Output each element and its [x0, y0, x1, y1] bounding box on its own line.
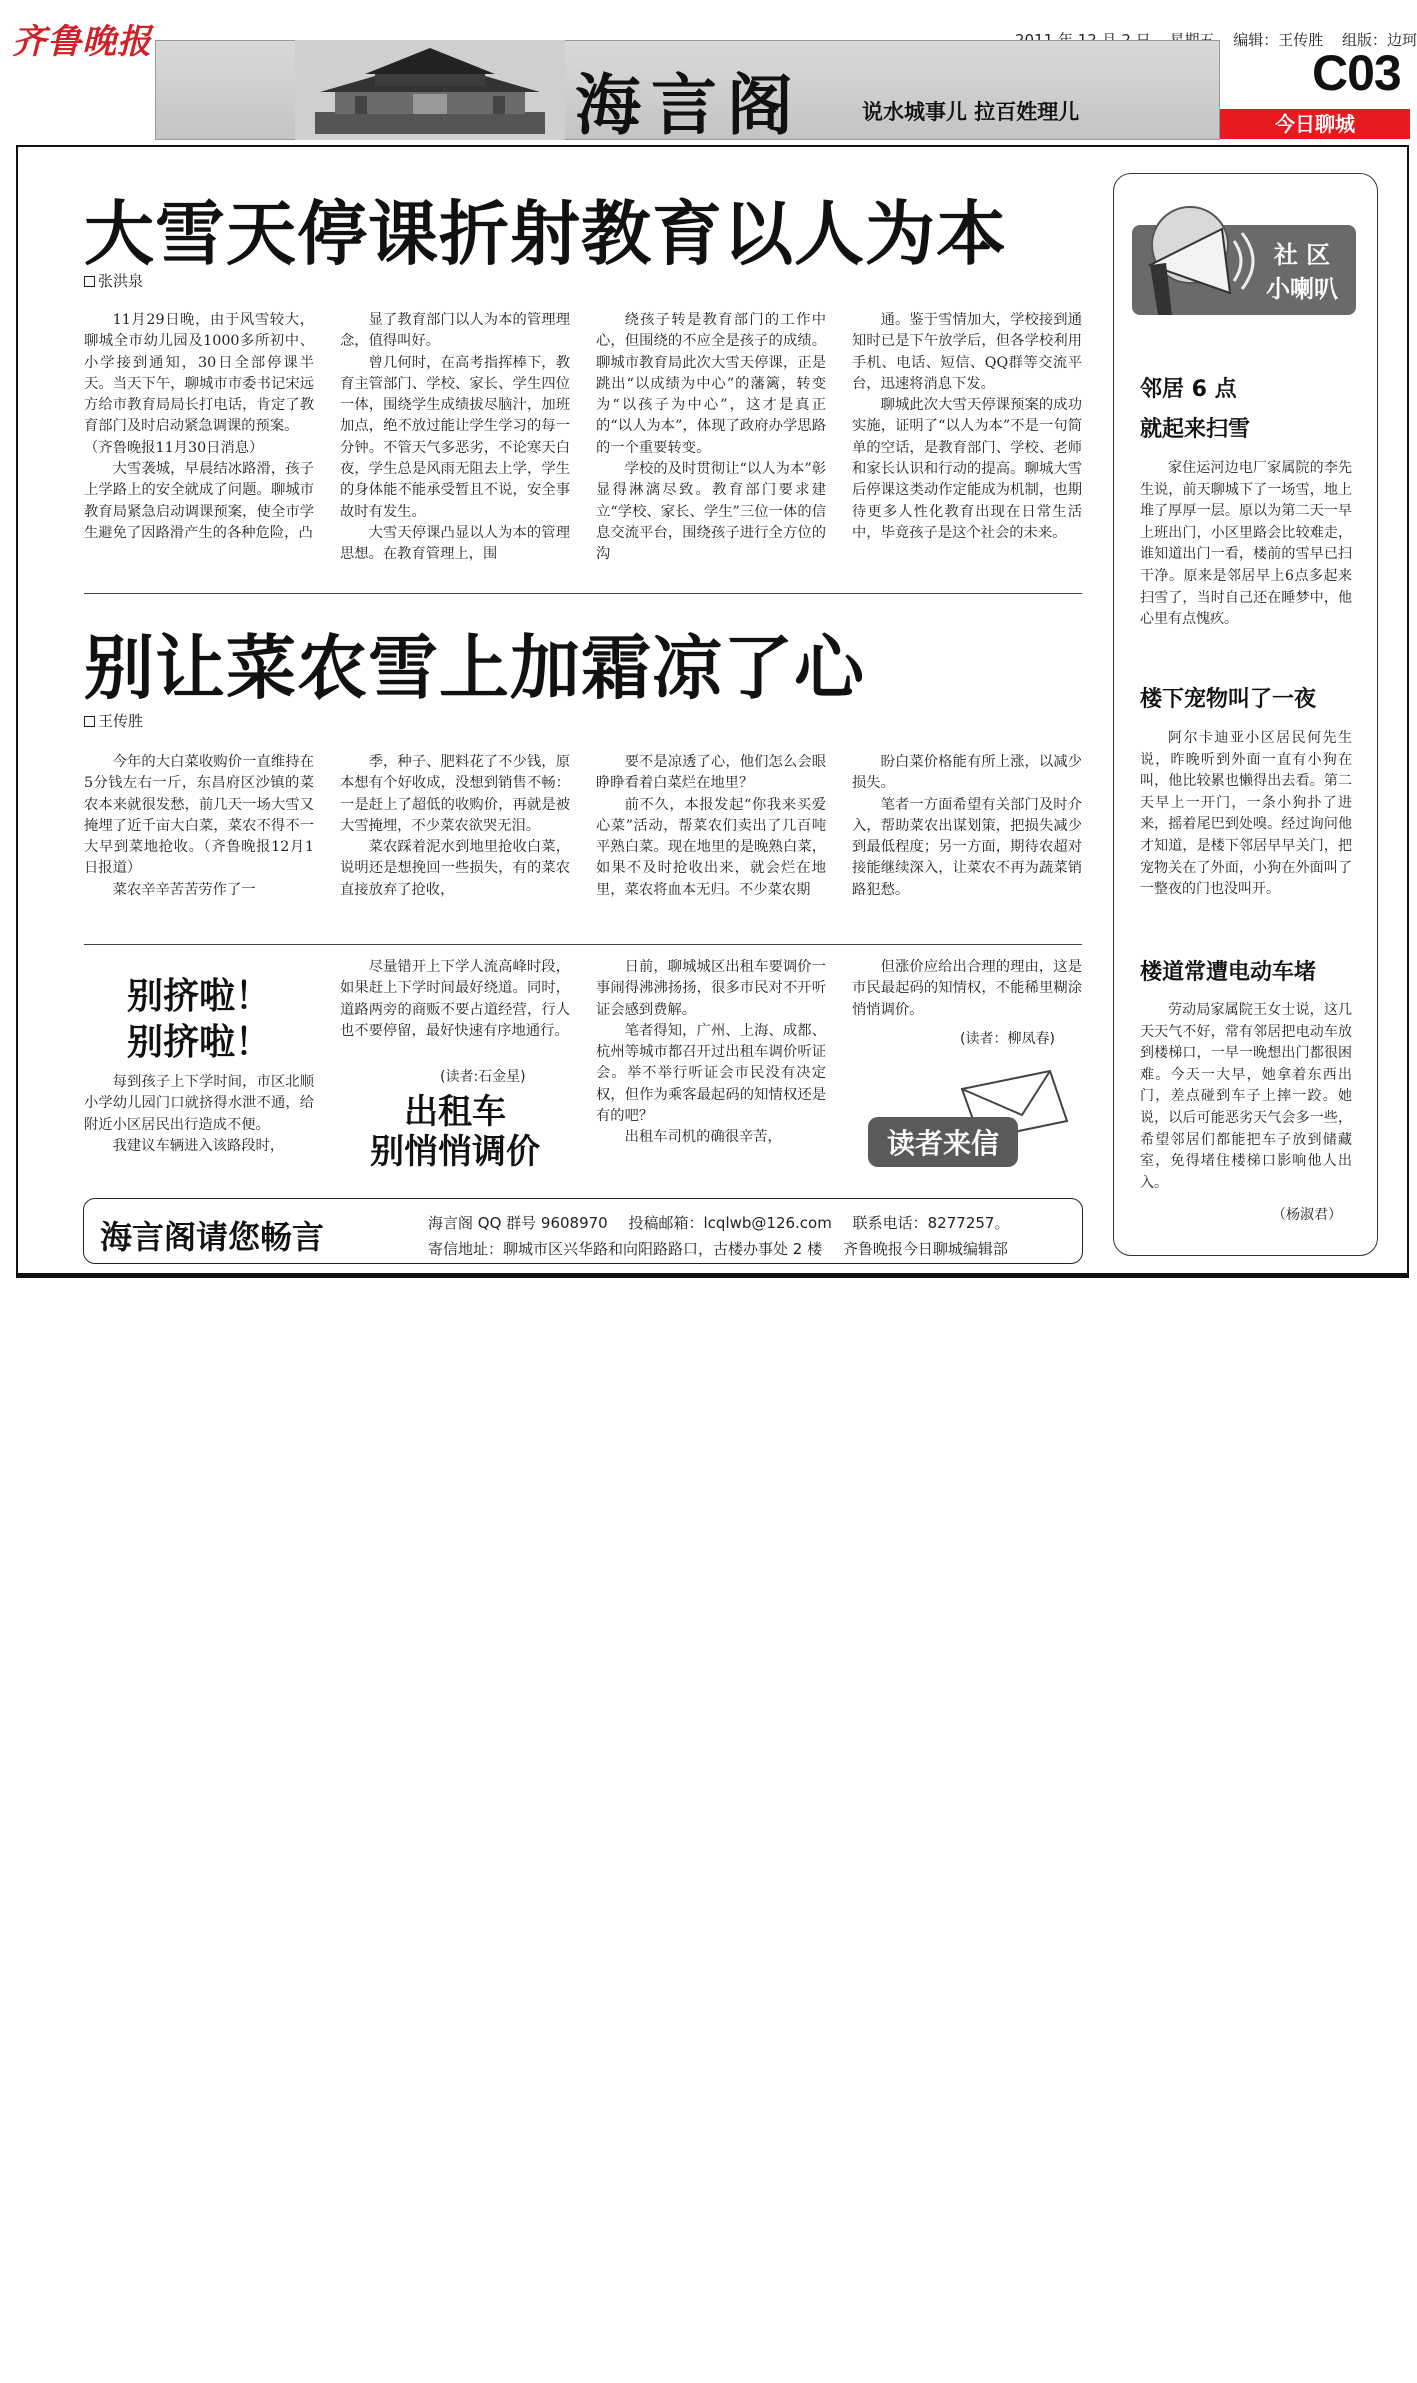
- paragraph: 前不久，本报发起“你我来买爱心菜”活动，帮菜农们卖出了几百吨平熟白菜。现在地里的是晚熟白菜，如果不及时抢收出来，就会烂在地里，菜农将血本无归。不少菜农期: [596, 796, 826, 898]
- paragraph: 我建议车辆进入该路段时，: [112, 1137, 285, 1154]
- article2-column-4: [852, 752, 1082, 930]
- layout-credit: 组版：边珂: [1342, 31, 1417, 49]
- article1-column-2: [340, 310, 570, 580]
- article1-byline: [84, 270, 143, 291]
- article2-column-2: [340, 752, 570, 930]
- sidebar-item-1-title-line1: 邻居 6 点: [1140, 377, 1237, 402]
- article1-column-1: [84, 310, 314, 580]
- paragraph: 大雪袭城，早晨结冰路滑，孩子上学路上的安全就成了问题。聊城市教育局紧急启动调课预案，使全市学生避免了因路滑产生的各种危险，凸: [84, 461, 314, 541]
- article2-column-3: [596, 752, 826, 930]
- article-divider: [84, 593, 1082, 594]
- article1-headline: 大雪天停课折射教育以人为本: [84, 193, 1007, 275]
- article1-author: 张洪泉: [98, 272, 144, 290]
- paragraph: 大雪天停课凸显以人为本的管理思想。在教育管理上，围: [340, 524, 570, 563]
- paragraph: 尽量错开上下学人流高峰时段，如果赶上下学时间最好绕道。同时，道路两旁的商贩不要占道经营，行人也不要停留，最好快速有序地通行。: [340, 959, 570, 1039]
- contact-line-2: [428, 1238, 1024, 1259]
- sidebar-item-3-body: 劳动局家属院王女士说，这几天天气不好，常有邻居把电动车放到楼梯口，一早一晚想出门都很困难。今天一大早，她拿着东西出门，差点碰到车子上摔一跤。她说，以后可能恶劣天气会多一些，希望邻居们都能把车子放到储藏室，免得堵住楼梯口影响他人出入。: [1140, 1002, 1352, 1191]
- letter1-column-1: [84, 1072, 314, 1180]
- letter2-signature: (读者：柳凤春): [960, 1031, 1055, 1047]
- editorial-office: 齐鲁晚报今日聊城编辑部: [842, 1240, 1008, 1258]
- paragraph: 学校的及时贯彻让“以人为本”彰显得淋漓尽致。教育部门要求建立“学校、家长、学生”三位一体的信息交流平台，围绕孩子进行全方位的沟: [596, 461, 826, 563]
- paragraph: 季，种子、肥料花了不少钱，原本想有个好收成，没想到销售不畅：一是赶上了超低的收购价，再就是被大雪掩埋，不少菜农欲哭无泪。: [340, 754, 570, 834]
- letter2-title-line1: 出租车: [404, 1092, 506, 1132]
- letter2-title-line2: 别悄悄调价: [370, 1132, 540, 1172]
- letter1-title-line2: 别挤啦！: [126, 1022, 271, 1063]
- contact-phone: 联系电话：8277257。: [852, 1214, 1010, 1232]
- letter2-column-1: [596, 957, 826, 1173]
- letter1-signature: (读者:石金星): [440, 1069, 526, 1085]
- article1-column-4: [852, 310, 1082, 580]
- column-name: 海言阁: [575, 66, 803, 144]
- paragraph: 通。鉴于雪情加大，学校接到通知时已是下午放学后，但各学校利用手机、电话、短信、QQ群等交流平台，迅速将消息下发。: [852, 312, 1082, 392]
- paragraph: 菜农辛辛苦苦劳作了一: [112, 881, 256, 898]
- article2-author: 王传胜: [98, 712, 144, 730]
- paragraph: 出租车司机的确很辛苦，: [624, 1129, 782, 1146]
- sidebar-item-2-title: 楼下宠物叫了一夜: [1140, 687, 1317, 712]
- contact-title: 海言阁请您畅言: [100, 1218, 325, 1256]
- paragraph: 但涨价应给出合理的理由，这是市民最起码的知情权，不能稀里糊涂悄悄调价。: [852, 959, 1082, 1018]
- sidebar-item-1-title-line2: 就起来扫雪: [1140, 417, 1251, 442]
- paragraph: 曾几何时，在高考指挥棒下，教育主管部门、学校、家长、学生四位一体，围绕学生成绩拔尽脑汁，加班加点，绝不放过能让学生学习的每一分钟。不管天气多恶劣，不论寒天白夜，学生总是风雨无阻去上学，学生的身体能不能承受暂且不说，安全事故时有发生。: [340, 354, 570, 520]
- paragraph: 每到孩子上下学时间，市区北顺小学幼儿园门口就挤得水泄不通，给附近小区居民出行造成不便。: [84, 1074, 314, 1133]
- paragraph: 显了教育部门以人为本的管理理念，值得叫好。: [340, 312, 570, 350]
- column-slogan: 说水城事儿 拉百姓理儿: [862, 100, 1080, 124]
- byline-box-icon: [84, 716, 95, 727]
- sidebar-item-1-body: 家住运河边电厂家属院的李先生说，前天聊城下了一场雪，地上堆了厚厚一层。原以为第二天一早上班出门，小区里路会比较难走，谁知道出门一看，楼前的雪早已扫干净。原来是邻居早上6点多起来扫雪了，当时自己还在睡梦中，他心里有点愧疚。: [1140, 460, 1352, 628]
- reader-letters-badge: [862, 1065, 1082, 1175]
- paragraph: 笔者一方面希望有关部门及时介入，帮助菜农出谋划策，把损失减少到最低程度；另一方面，期待农超对接能继续深入，让菜农不再为蔬菜销路犯愁。: [852, 796, 1082, 898]
- article1-column-3: [596, 310, 826, 580]
- article2-headline: 别让菜农雪上加霜凉了心: [84, 627, 865, 709]
- letter2-column-2: [852, 957, 1082, 1025]
- reader-badge-label: 读者来信: [886, 1127, 1000, 1160]
- paragraph: 聊城此次大雪天停课预案的成功实施，证明了“以人为本”不是一句简单的空话，是教育部门、学校、老师和家长认识和行动的提高。聊城大雪后停课这类动作定能成为机制，也期待更多人性化教育出现在日常生活中，毕竟孩子是这个社会的未来。: [852, 397, 1082, 541]
- paragraph: 绕孩子转是教育部门的工作中心，但围绕的不应全是孩子的成绩。聊城市教育局此次大雪天停课，正是跳出“以成绩为中心”的藩篱，转变为“以孩子为中心”，这才是真正的“以人为本”，体现了政府办学思路的一个重要转变。: [596, 312, 826, 456]
- paragraph: 11月29日晚，由于风雪较大，聊城全市幼儿园及1000多所初中、小学接到通知，30日全部停课半天。当天下午，聊城市市委书记宋远方给市教育局局长打电话，肯定了教育部门及时启动紧急调课的预案。: [84, 312, 314, 435]
- paragraph: 今年的大白菜收购价一直维持在5分钱左右一斤，东昌府区沙镇的菜农本来就很发愁，前几天一场大雪又掩埋了近千亩大白菜，菜农不得不一大早到菜地抢收。（齐鲁晚报12月1日报道）: [84, 754, 314, 877]
- megaphone-icon: [1130, 205, 1360, 325]
- pavilion-illustration: [295, 40, 565, 140]
- editor-credit: 编辑：王传胜: [1233, 31, 1324, 49]
- newspaper-logo: 齐鲁晚报: [12, 22, 152, 62]
- paragraph: 笔者得知，广州、上海、成都、杭州等城市都召开过出租车调价听证会。举不举行听证会市民没有决定权，但作为乘客最起码的知情权还是有的吧？: [596, 1022, 826, 1125]
- sidebar-item-2-body: 阿尔卡迪亚小区居民何先生说，昨晚听到外面一直有小狗在叫，他比较累也懒得出去看。第二天早上一开门，一条小狗扑了进来，摇着尾巴到处嗅。经过询问他才知道，是楼下邻居早早关门，把宠物关在了外面，小狗在外面叫了一整夜的门也没叫开。: [1140, 730, 1352, 898]
- article2-column-1: [84, 752, 314, 930]
- submission-email[interactable]: 投稿邮箱：lcqlwb@126.com: [628, 1214, 832, 1232]
- byline-box-icon: [84, 276, 95, 287]
- qq-group: 海言阁 QQ 群号 9608970: [428, 1214, 608, 1232]
- mail-address: 寄信地址：聊城市区兴华路和向阳路路口，古楼办事处 2 楼: [428, 1240, 823, 1258]
- letter1-column-2: [340, 957, 570, 1067]
- paragraph: 盼白菜价格能有所上涨，以减少损失。: [852, 754, 1082, 792]
- page-code: C03: [1312, 45, 1401, 101]
- paragraph: （齐鲁晚报11月30日消息）: [84, 439, 264, 456]
- sidebar-logo-line2: 小喇叭: [1266, 275, 1338, 303]
- letter1-title: [84, 974, 314, 1066]
- sidebar-item-3-title: 楼道常遭电动车堵: [1140, 960, 1317, 985]
- letter1-title-line1: 别挤啦！: [126, 976, 271, 1017]
- paragraph: 要不是凉透了心，他们怎么会眼睁睁看着白菜烂在地里？: [596, 754, 826, 792]
- section-tag: 今日聊城: [1220, 109, 1410, 139]
- sidebar-item-3-signature: （杨淑君）: [1272, 1207, 1342, 1223]
- sidebar-logo-line1: 社 区: [1273, 241, 1331, 269]
- paragraph: 日前，聊城城区出租车要调价一事闹得沸沸扬扬，很多市民对不开听证会感到费解。: [596, 959, 826, 1018]
- letters-divider: [84, 944, 1082, 945]
- article2-byline: [84, 710, 143, 731]
- paragraph: 菜农踩着泥水到地里抢收白菜，说明还是想挽回一些损失，有的菜农直接放弃了抢收，: [340, 839, 570, 898]
- letter2-title: [340, 1092, 570, 1172]
- contact-line-1: [428, 1212, 1025, 1233]
